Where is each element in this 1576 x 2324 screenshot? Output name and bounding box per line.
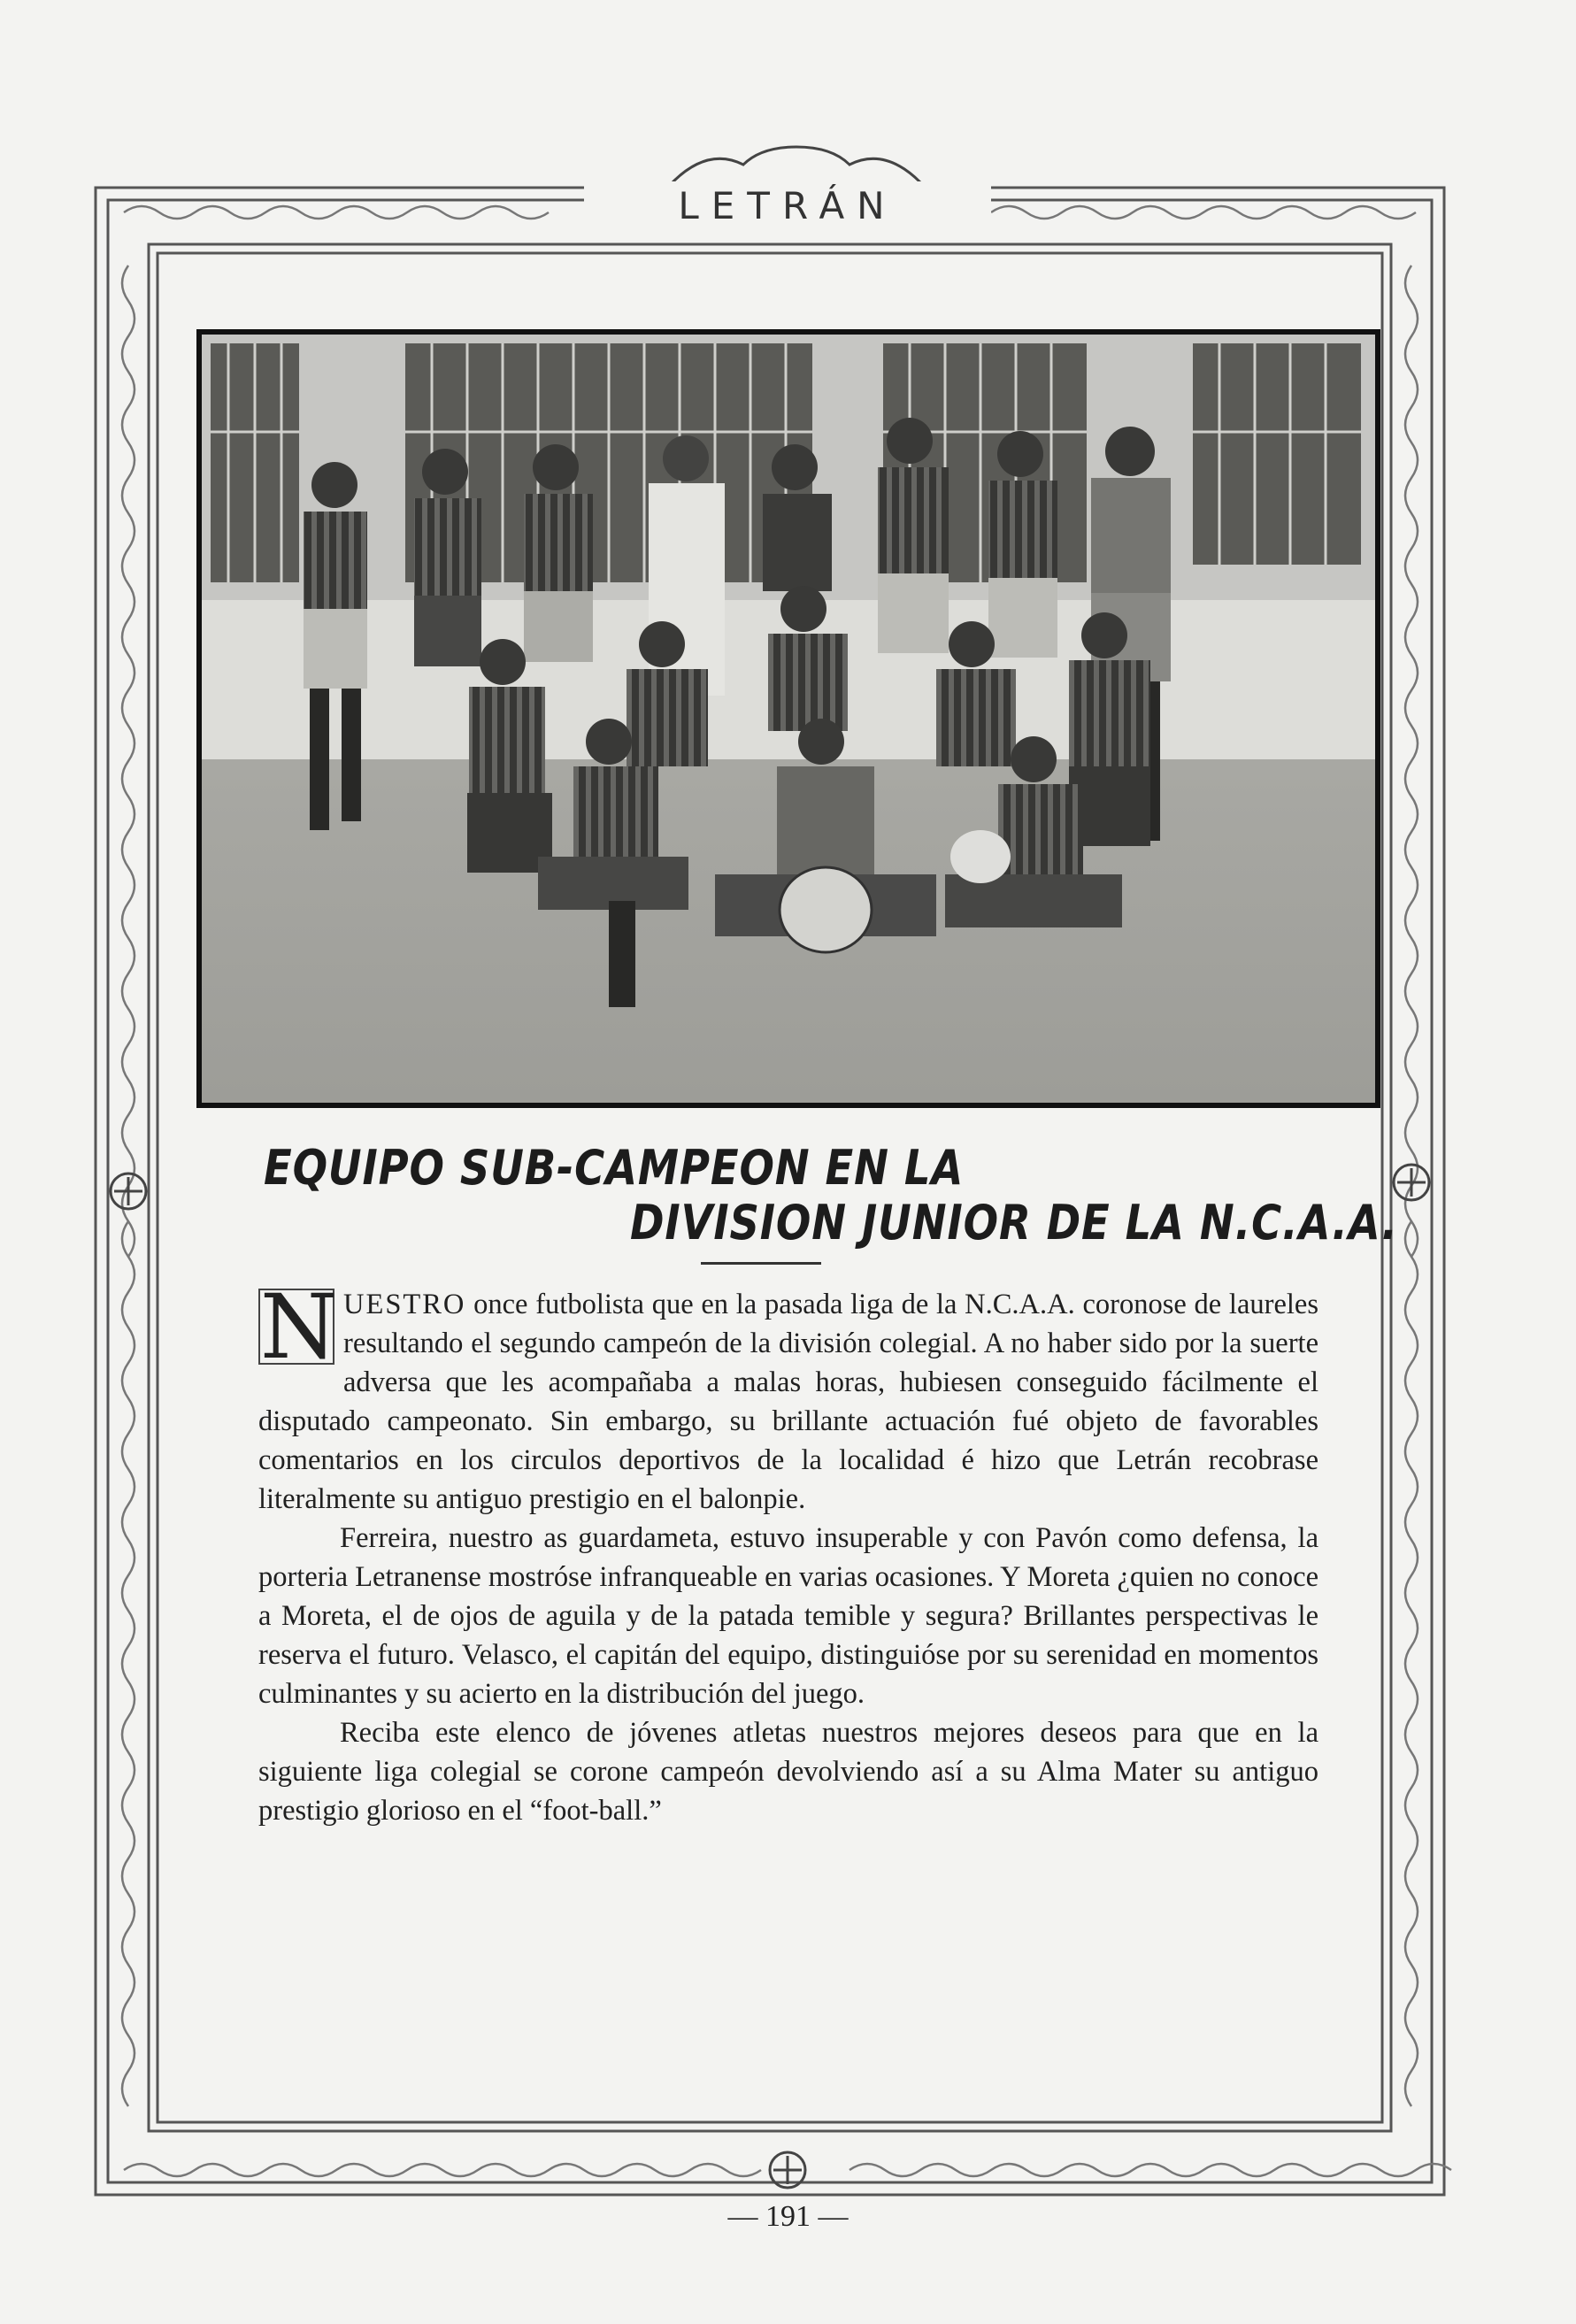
team-photograph (196, 329, 1380, 1108)
caption-heading-line-1: EQUIPO SUB-CAMPEON EN LA (264, 1140, 965, 1196)
article-body (258, 1275, 1318, 1830)
page-number: — 191 — (727, 2200, 849, 2233)
article-paragraph-1 (258, 1275, 1318, 1519)
drop-cap: N (260, 1275, 338, 1379)
lead-word: UESTRO (343, 1289, 466, 1320)
article-paragraph-3: Reciba este elenco de jóvenes atletas nuestros mejores deseos para que en la siguiente liga colegial se corone campeón devolviendo así a su Alma Mater su antiguo prestigio glorioso en el “foot-ball.” (258, 1717, 1318, 1827)
caption-divider (701, 1262, 821, 1265)
article-paragraph-2: Ferreira, nuestro as guardameta, estuvo insuperable y con Pavón como defensa, la porteria Letranense mostróse infranqueable en varias ocasiones. Y Moreta ¿quien no conoce a Moreta, el de ojos de aguila y de la patada temible y segura? Brillantes perspectivas le reserva el futuro. Velasco, el capitán del equipo, distinguióse por su serenidad en momentos culminantes y su acierto en la distribución del juego. (258, 1522, 1318, 1710)
masthead-title: LETRÁN (584, 181, 991, 229)
paragraph-1-text: once futbolista que en la pasada liga de la N.C.A.A. coronose de laureles resultando el segundo campeón de la división colegial. A no haber sido por la suerte adversa que les acompañaba a malas horas, hubiesen conseguido fácilmente el disputado campeonato. Sin embargo, su brillante actuación fué objeto de favorables comentarios en los circulos deportivos de la localidad é hizo que Letrán recobrase literalmente su antiguo prestigio en el balonpie. (258, 1289, 1318, 1515)
caption-heading-line-2: DIVISION JUNIOR DE LA N.C.A.A. (630, 1195, 1398, 1250)
team-photograph-icon (202, 335, 1375, 1103)
